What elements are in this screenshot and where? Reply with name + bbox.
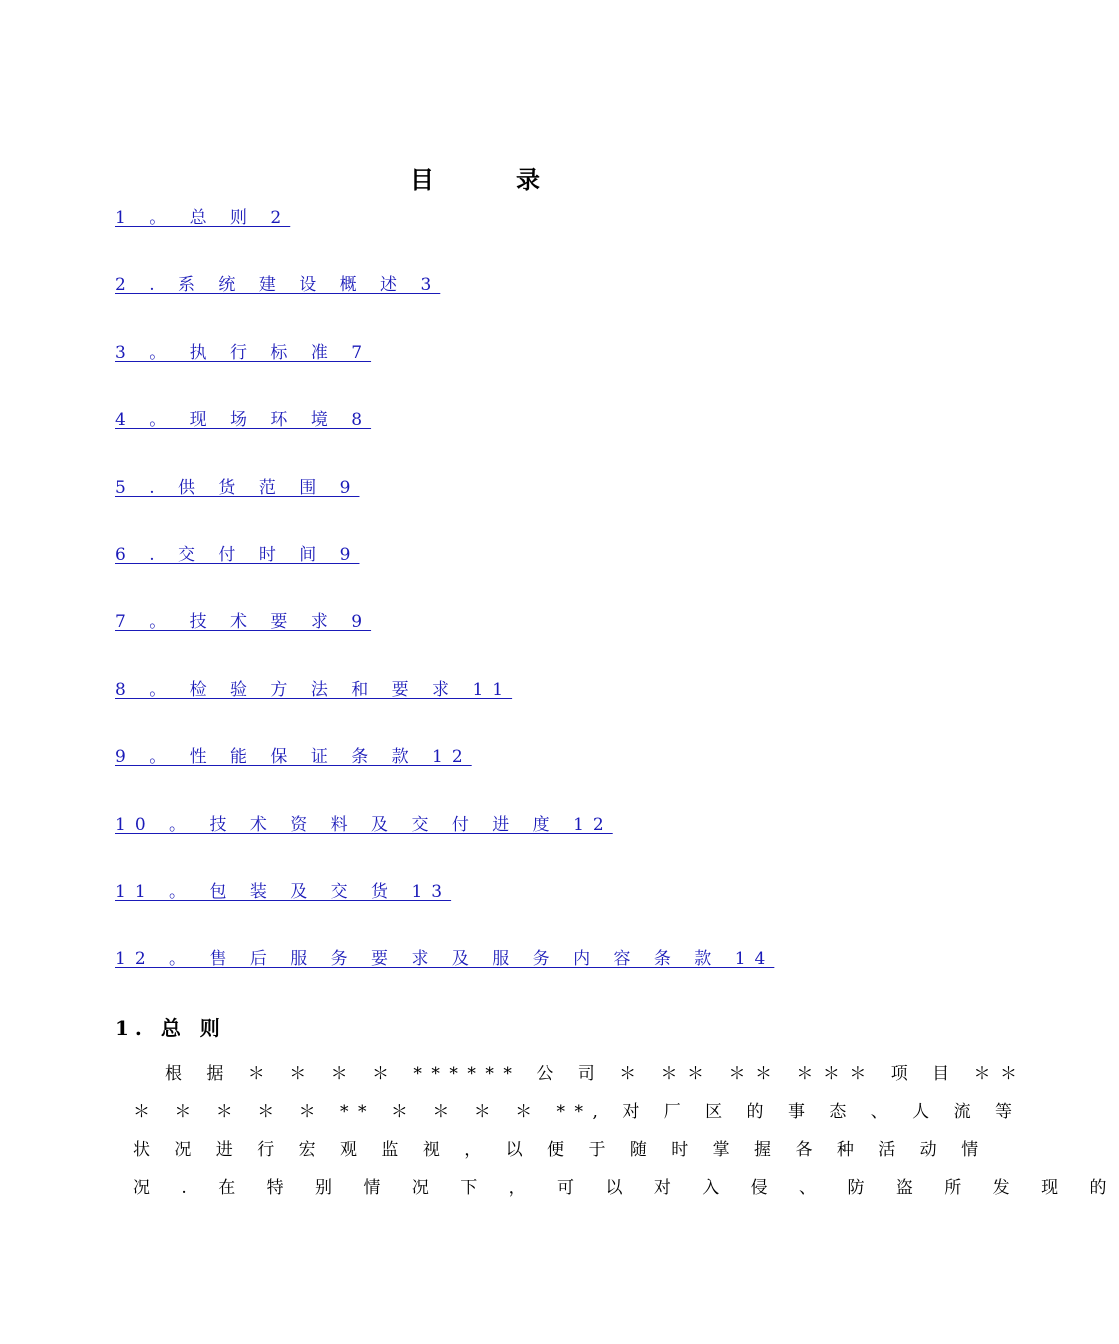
body-line: ＊ ＊ ＊ ＊ ＊ ** ＊ ＊ ＊ ＊ **, 对 厂 区 的 事 态 、 人 流 等 bbox=[133, 1102, 1022, 1122]
section-body bbox=[133, 1055, 1119, 1207]
toc-item bbox=[115, 272, 774, 339]
toc-link-4[interactable]: 4 。 现 场 环 境 8 bbox=[115, 410, 372, 431]
toc-link-7[interactable]: 7 。 技 术 要 求 9 bbox=[115, 612, 372, 633]
body-line: 根 据 ＊ ＊ ＊ ＊ ****** 公 司 ＊ ＊＊ ＊＊ ＊＊＊ 项 目 ＊＊ bbox=[165, 1064, 1027, 1084]
toc-item bbox=[115, 609, 774, 676]
toc-link-2[interactable]: 2 . 系 统 建 设 概 述 3 bbox=[115, 275, 441, 296]
toc-title-part1: 目 bbox=[410, 165, 434, 194]
body-line: 况 . 在 特 别 情 况 下 ， 可 以 对 入 侵 、 防 盗 所 发 现 的 bbox=[133, 1178, 1119, 1198]
toc-link-1[interactable]: 1 。 总 则 2 bbox=[115, 208, 291, 228]
toc-link-8[interactable]: 8 。 检 验 方 法 和 要 求 11 bbox=[115, 679, 513, 700]
toc-link-6[interactable]: 6 . 交 付 时 间 9 bbox=[115, 544, 360, 565]
body-line: 状 况 进 行 宏 观 监 视 ， 以 便 于 随 时 掌 握 各 种 活 动 情 bbox=[133, 1140, 988, 1160]
toc-item bbox=[115, 812, 774, 879]
toc-link-9[interactable]: 9 。 性 能 保 证 条 款 12 bbox=[115, 747, 472, 768]
toc-item bbox=[115, 946, 774, 1013]
toc-link-10[interactable]: 10 。 技 术 资 料 及 交 付 进 度 12 bbox=[115, 814, 613, 835]
toc-link-3[interactable]: 3 。 执 行 标 准 7 bbox=[115, 342, 372, 363]
toc-item bbox=[115, 475, 774, 542]
section-heading-general: 1. 总 则 bbox=[115, 1016, 226, 1040]
toc-item bbox=[115, 744, 774, 811]
toc-item bbox=[115, 205, 774, 272]
toc-title-part2: 录 bbox=[516, 165, 540, 194]
toc-title bbox=[0, 160, 950, 195]
table-of-contents bbox=[115, 205, 774, 1014]
toc-item bbox=[115, 340, 774, 407]
toc-item bbox=[115, 542, 774, 609]
toc-item bbox=[115, 407, 774, 474]
toc-item bbox=[115, 677, 774, 744]
toc-link-12[interactable]: 12 。 售 后 服 务 要 求 及 服 务 内 容 条 款 14 bbox=[115, 949, 775, 970]
toc-item bbox=[115, 879, 774, 946]
toc-link-5[interactable]: 5 . 供 货 范 围 9 bbox=[115, 477, 360, 498]
toc-link-11[interactable]: 11 。 包 装 及 交 货 13 bbox=[115, 881, 452, 902]
